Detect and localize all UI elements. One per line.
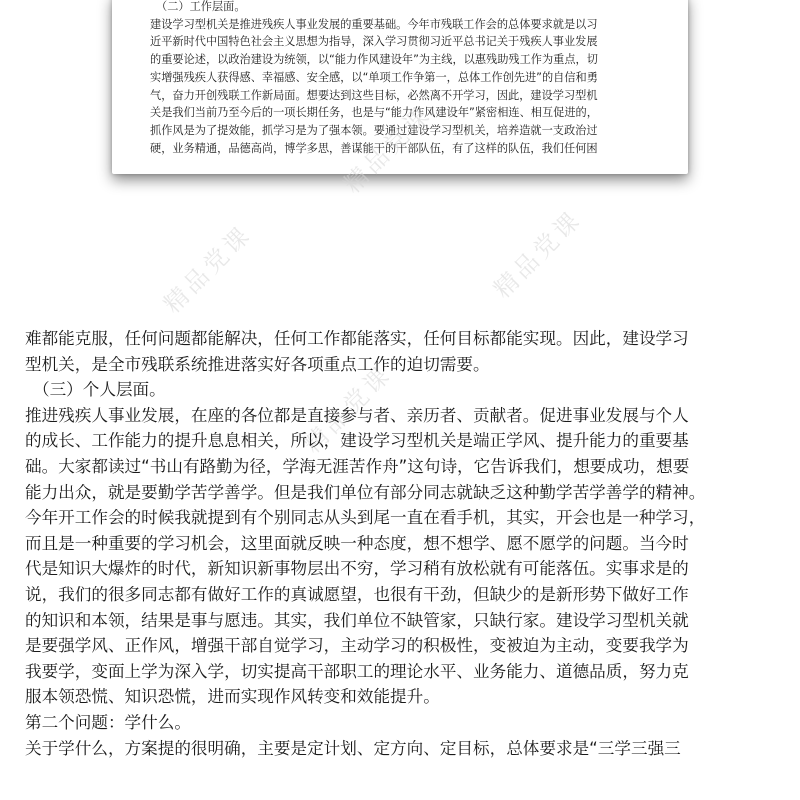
preview-line: 实增强残疾人获得感、幸福感、安全感，以“单项工作争第一，总体工作创先进”的自信和勇 xyxy=(150,70,598,84)
body-line-cut: 关于学什么，方案提的很明确，主要是定计划、定方向、定目标，总体要求是“三学三强三 xyxy=(25,738,681,758)
body-line: 说，我们的很多同志都有做好工作的真诚愿望，也很有干劲，但缺少的是新形势下做好工作 xyxy=(25,584,689,604)
body-line: 能力出众，就是要勤学苦学善学。但是我们单位有部分同志就缺乏这种勤学苦学善学的精神。 xyxy=(25,482,706,502)
body-line: 难都能克服，任何问题都能解决，任何工作都能落实，任何目标都能实现。因此，建设学习 xyxy=(25,329,689,348)
body-line: 代是知识大爆炸的时代，新知识新事物层出不穷，学习稍有放松就有可能落伍。实事求是的 xyxy=(25,559,689,579)
preview-line: 关是我们当前乃至今后的一项长期任务，也是与“能力作风建设年”紧密相连、相互促进的， xyxy=(150,106,598,120)
watermark: 精品党课 xyxy=(338,99,438,199)
watermark: 精品党课 xyxy=(298,359,398,459)
document-body xyxy=(25,326,785,758)
section-heading: （三）个人层面。 xyxy=(33,380,166,400)
body-line: 的知识和本领，结果是事与愿违。其实，我们单位不缺管家，只缺行家。建设学习型机关就 xyxy=(25,610,689,630)
body-line: 推进残疾人事业发展，在座的各位都是直接参与者、亲历者、贡献者。促进事业发展与个人 xyxy=(25,405,689,425)
preview-line: 的重要论述，以政治建设为统领，以“能力作风建设年”为主线，以惠残助残工作为重点，切 xyxy=(150,53,598,67)
body-line: 础。大家都读过“书山有路勤为径，学海无涯苦作舟”这句诗，它告诉我们，想要成功，想要 xyxy=(25,456,690,476)
body-line: 的成长、工作能力的提升息息相关，所以，建设学习型机关是端正学风、提升能力的重要基 xyxy=(25,431,689,451)
body-line: 我要学，变面上学为深入学，切实提高干部职工的理论水平、业务能力、道德品质，努力克 xyxy=(25,661,689,681)
preview-line: 建设学习型机关是推进残疾人事业发展的重要基础。今年市残联工作会的总体要求就是以习 xyxy=(150,17,598,31)
preview-line: 气，奋力开创残联工作新局面。想要达到这些目标，必然离不开学习，因此，建设学习型机 xyxy=(150,88,598,102)
preview-line: 硬，业务精通，品德高尚，博学多思，善谋能干的干部队伍，有了这样的队伍，我们任何困 xyxy=(150,141,598,155)
body-line: 型机关，是全市残联系统推进落实好各项重点工作的迫切需要。 xyxy=(25,354,490,374)
body-line: 今年开工作会的时候我就提到有个别同志从头到尾一直在看手机，其实，开会也是一种学习， xyxy=(25,508,706,528)
preview-heading: （二）工作层面。 xyxy=(156,0,246,13)
preview-line: 抓作风是为了提效能，抓学习是为了强本领。要通过建设学习型机关，培养造就一支政治过 xyxy=(150,123,598,137)
watermark: 精品党课 xyxy=(158,219,258,319)
body-line: 是要强学风、正作风，增强干部自觉学习，主动学习的积极性，变被迫为主动，变要我学为 xyxy=(25,636,689,656)
body-line: 而且是一种重要的学习机会，这里面就反映一种态度，想不想学、愿不愿学的问题。当今时 xyxy=(25,533,689,553)
body-line: 服本领恐慌、知识恐慌，进而实现作风转变和效能提升。 xyxy=(25,687,440,707)
watermark: 精品党课 xyxy=(488,204,588,304)
preview-line: 近平新时代中国特色社会主义思想为指导，深入学习贯彻习近平总书记关于残疾人事业发展 xyxy=(150,35,598,49)
question-heading: 第二个问题：学什么。 xyxy=(25,712,191,732)
